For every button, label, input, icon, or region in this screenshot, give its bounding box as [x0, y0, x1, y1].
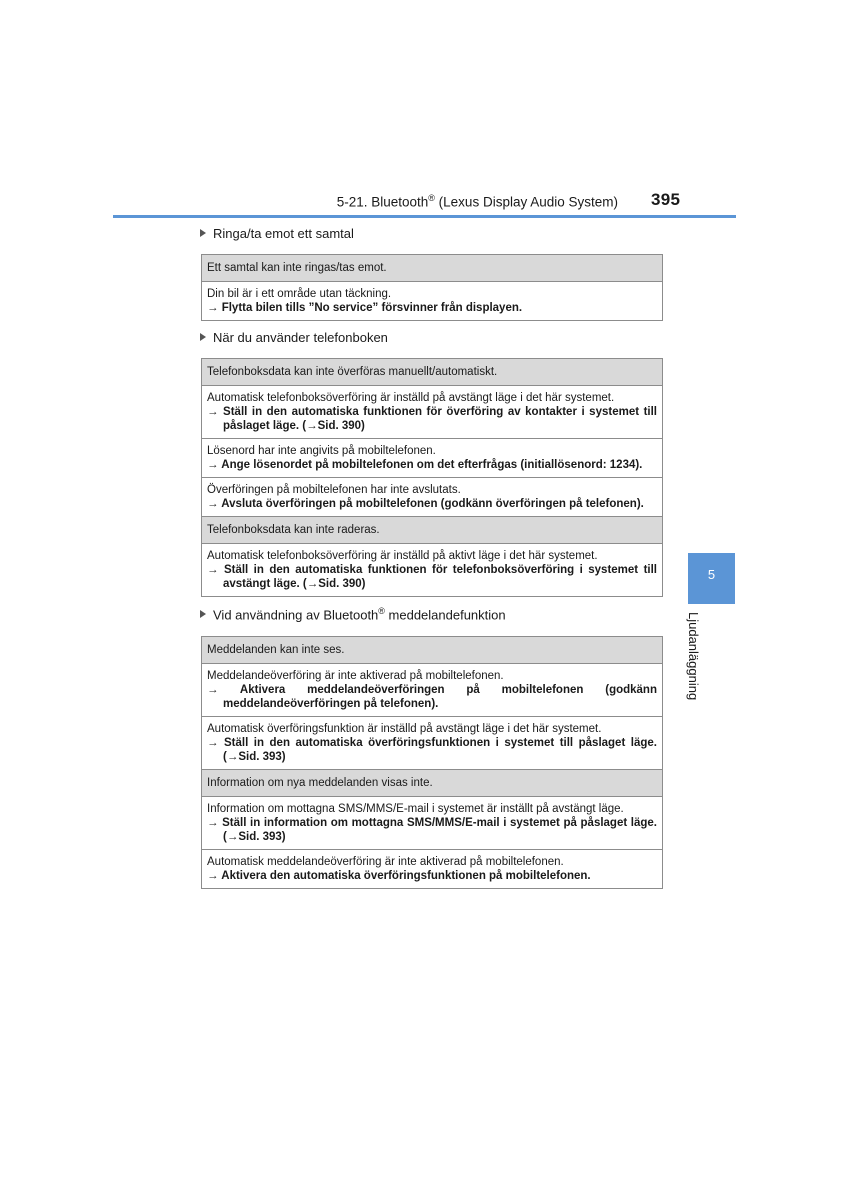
arrow-icon: → [207, 498, 219, 510]
arrow-icon: → [207, 302, 219, 314]
problem-cell: Ett samtal kan inte ringas/tas emot. [202, 255, 663, 282]
cause-text: Överföringen på mobiltelefonen har inte avslutats. [207, 484, 461, 496]
troubleshooting-table-calls [201, 254, 663, 321]
header-divider [113, 215, 736, 218]
solution-text: → Avsluta överföringen på mobiltelefonen (godkänn överföringen på telefonen). [207, 498, 644, 510]
triangle-bullet-icon [200, 229, 206, 237]
cause-text: Automatisk telefonboksöverföring är inställd på aktivt läge i det här systemet. [207, 550, 598, 562]
chapter-label: Ljudanläggning [686, 612, 701, 701]
solution-text: → Aktivera den automatiska överföringsfunktionen på mobiltelefonen. [207, 870, 591, 882]
cause-text: Din bil är i ett område utan täckning. [207, 288, 392, 300]
section-heading-messages [200, 606, 506, 622]
section-header [337, 193, 618, 210]
section-title: Ringa/ta emot ett samtal [213, 226, 354, 241]
cause-row [202, 439, 663, 478]
cause-text: Automatisk överföringsfunktion är inställd på avstängt läge i det här systemet. [207, 723, 602, 735]
cause-row [202, 850, 663, 889]
cause-row [202, 664, 663, 717]
arrow-icon: → [207, 459, 219, 471]
cause-text: Automatisk telefonboksöverföring är inställd på avstängt läge i det här systemet. [207, 392, 615, 404]
header-section-suffix: (Lexus Display Audio System) [434, 194, 618, 210]
cause-text: Automatisk meddelandeöverföring är inte aktiverad på mobiltelefonen. [207, 856, 564, 868]
registered-mark: ® [428, 193, 435, 203]
cause-text: Meddelandeöverföring är inte aktiverad på mobiltelefonen. [207, 670, 504, 682]
arrow-icon: → [207, 684, 219, 696]
solution-text: → Ange lösenordet på mobiltelefonen om det efterfrågas (initiallösenord: 1234). [207, 459, 643, 471]
arrow-icon: → [207, 406, 219, 418]
problem-cell: Telefonboksdata kan inte överföras manuellt/automatiskt. [202, 359, 663, 386]
cause-text: Information om mottagna SMS/MMS/E-mail i systemet är inställt på avstängt läge. [207, 803, 624, 815]
cause-row [202, 544, 663, 597]
triangle-bullet-icon [200, 333, 206, 341]
chapter-tab: 5 [688, 553, 735, 604]
section-heading-calls [200, 226, 354, 241]
section-heading-phonebook [200, 330, 388, 345]
section-title-prefix: Vid användning av Bluetooth [213, 607, 379, 623]
solution-text: → Flytta bilen tills ”No service” försvinner från displayen. [207, 302, 523, 314]
cause-text: Lösenord har inte angivits på mobiltelefonen. [207, 445, 436, 457]
registered-mark: ® [378, 606, 385, 616]
page-number: 395 [651, 190, 681, 209]
section-title: När du använder telefonboken [213, 330, 388, 345]
solution-text: → Ställ in den automatiska funktionen för telefonboksöverföring i systemet till avstängt läge. (→Sid. 390) [207, 564, 657, 590]
arrow-icon: → [207, 817, 219, 829]
cause-row [202, 282, 663, 321]
problem-cell: Information om nya meddelanden visas inte. [202, 770, 663, 797]
troubleshooting-table-phonebook [201, 358, 663, 597]
solution-text: → Ställ in information om mottagna SMS/MMS/E-mail i systemet på påslaget läge. (→Sid. 393) [207, 817, 657, 843]
cause-row [202, 386, 663, 439]
solution-text: → Ställ in den automatiska överföringsfunktionen i systemet till påslaget läge. (→Sid. 393) [207, 737, 657, 763]
arrow-icon: → [207, 737, 219, 749]
solution-text: → Ställ in den automatiska funktionen för överföring av kontakter i systemet till påslaget läge. (→Sid. 390) [207, 406, 657, 432]
troubleshooting-table-messages [201, 636, 663, 889]
cause-row [202, 717, 663, 770]
solution-text: → Aktivera meddelandeöverföringen på mobiltelefonen (godkänn meddelandeöverföringen på telefonen). [207, 684, 657, 710]
section-title-suffix: meddelandefunktion [384, 607, 506, 623]
triangle-bullet-icon [200, 610, 206, 618]
cause-row [202, 797, 663, 850]
arrow-icon: → [207, 564, 219, 576]
problem-cell: Meddelanden kan inte ses. [202, 637, 663, 664]
header-section-prefix: 5-21. Bluetooth [336, 194, 429, 210]
cause-row [202, 478, 663, 517]
arrow-icon: → [207, 870, 219, 882]
problem-cell: Telefonboksdata kan inte raderas. [202, 517, 663, 544]
